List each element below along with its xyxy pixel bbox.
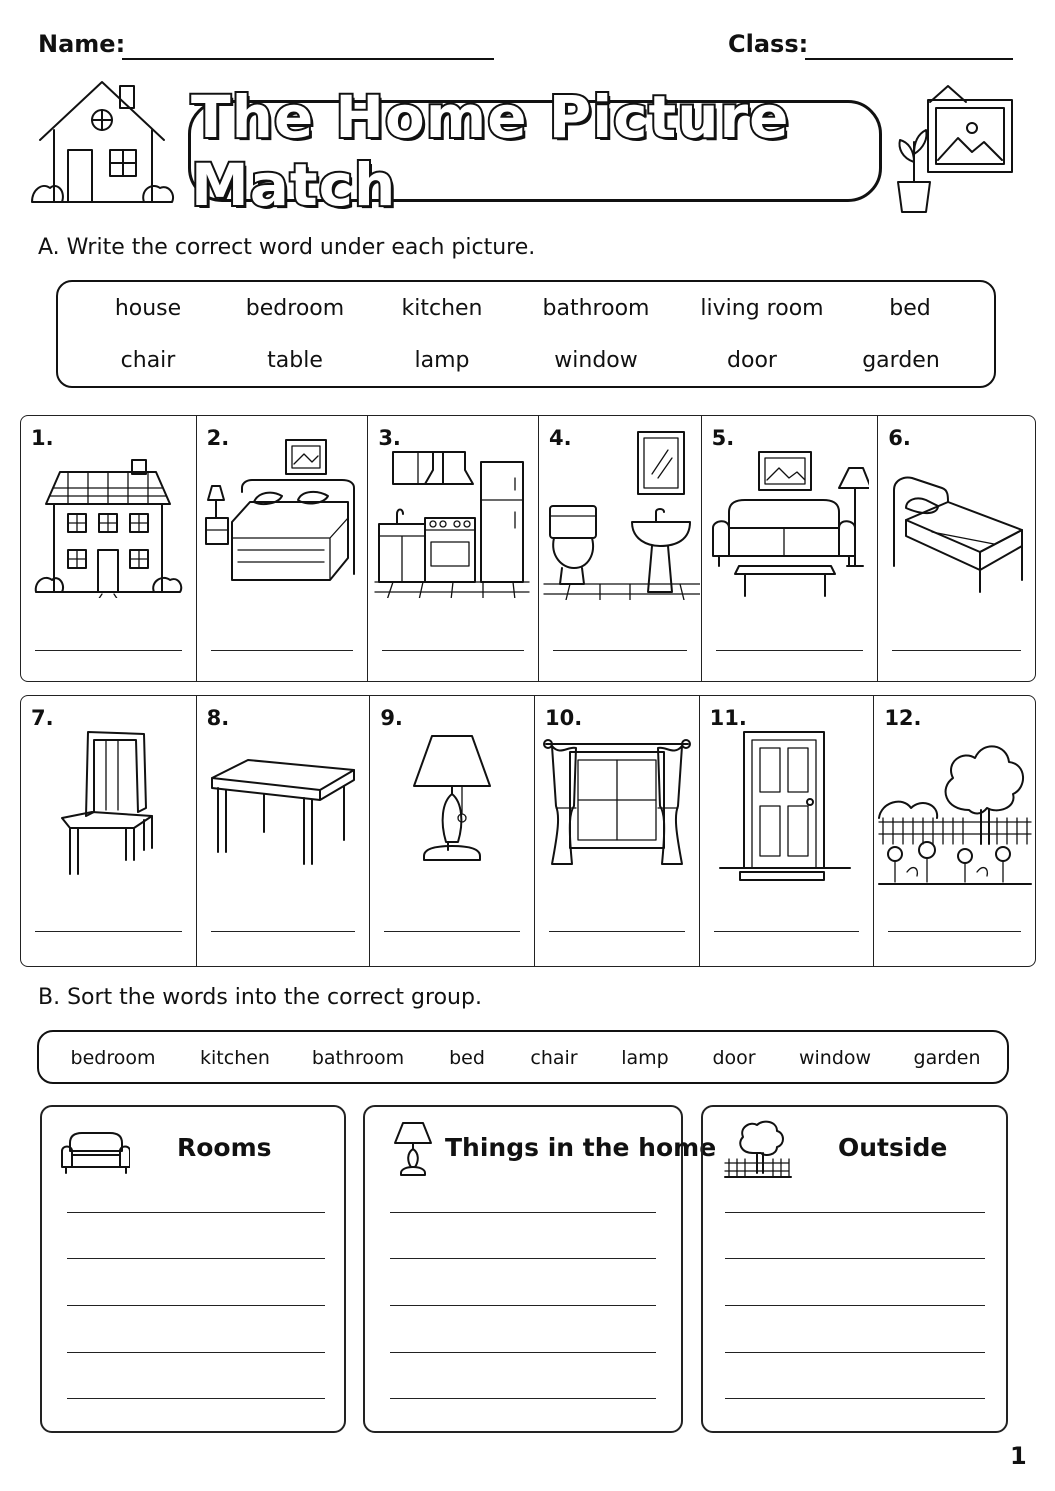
group-answer-line[interactable]: [725, 1212, 985, 1213]
group-title-rooms: Rooms: [177, 1133, 272, 1162]
group-answer-line[interactable]: [67, 1258, 325, 1259]
word-garden: garden: [862, 348, 940, 373]
picture-number: 8.: [206, 706, 230, 730]
answer-line[interactable]: [384, 931, 520, 932]
word-kitchen: kitchen: [200, 1047, 270, 1069]
word-chair: chair: [120, 348, 176, 373]
bathroom-icon: [540, 430, 700, 600]
sort-box-things: [363, 1105, 717, 1433]
picture-number: 6.: [888, 426, 911, 450]
picture-number: 7.: [31, 706, 54, 730]
picture-row-1: [20, 415, 1036, 682]
class-label: Class:: [728, 30, 809, 58]
group-answer-line[interactable]: [725, 1398, 985, 1399]
word-door: door: [712, 1047, 756, 1069]
word-garden: garden: [913, 1047, 981, 1069]
word-bedroom: bedroom: [245, 296, 345, 321]
picture-number: 12.: [884, 706, 922, 730]
group-title-things-in-the-home: Things in the home: [445, 1133, 717, 1162]
answer-line[interactable]: [549, 931, 685, 932]
lamp-icon: [402, 732, 502, 872]
title-banner: [188, 83, 882, 219]
section-a-heading: A. Write the correct word under each picture.: [38, 235, 536, 260]
tree-icon: [723, 1119, 793, 1181]
answer-line[interactable]: [714, 931, 860, 932]
picture-cell-7: [21, 696, 197, 966]
lamp-icon: [393, 1119, 433, 1179]
word-door: door: [727, 348, 777, 373]
answer-line[interactable]: [35, 931, 182, 932]
page-number: 1: [1010, 1442, 1027, 1470]
picture-number: 11.: [709, 706, 747, 730]
picture-cell-12: [874, 696, 1035, 966]
word-bed: bed: [449, 1047, 485, 1069]
armchair-icon: [60, 1127, 130, 1177]
group-answer-line[interactable]: [390, 1212, 656, 1213]
word-kitchen: kitchen: [401, 296, 483, 321]
group-answer-line[interactable]: [725, 1305, 985, 1306]
house-icon: [28, 78, 178, 208]
living-room-icon: [709, 438, 869, 608]
word-living-room: living room: [700, 296, 824, 321]
word-bathroom: bathroom: [542, 296, 650, 321]
plant-and-frame-icon: [888, 82, 1018, 216]
group-answer-line[interactable]: [390, 1352, 656, 1353]
bed-icon: [882, 460, 1032, 600]
door-icon: [716, 726, 856, 886]
picture-cell-9: [370, 696, 535, 966]
group-answer-line[interactable]: [725, 1258, 985, 1259]
picture-number: 2.: [206, 426, 230, 450]
picture-cell-8: [197, 696, 371, 966]
word-window: window: [554, 348, 638, 373]
picture-cell-10: [535, 696, 700, 966]
picture-number: 10.: [544, 706, 583, 730]
picture-number: 5.: [711, 426, 735, 450]
group-answer-line[interactable]: [390, 1258, 656, 1259]
sort-box-outside: [701, 1105, 1008, 1433]
garden-icon: [877, 732, 1033, 892]
word-bedroom: bedroom: [70, 1047, 156, 1069]
word-bank-a: [56, 280, 996, 388]
answer-line[interactable]: [553, 650, 687, 651]
word-table: table: [267, 348, 323, 373]
page-title: The Home Picture Match: [191, 83, 790, 219]
answer-line[interactable]: [888, 931, 1021, 932]
group-answer-line[interactable]: [67, 1212, 325, 1213]
word-house: house: [114, 296, 182, 321]
picture-cell-11: [700, 696, 875, 966]
answer-line[interactable]: [892, 650, 1021, 651]
group-answer-line[interactable]: [67, 1352, 325, 1353]
group-answer-line[interactable]: [390, 1398, 656, 1399]
window-icon: [542, 736, 692, 876]
table-icon: [208, 756, 358, 866]
name-label: Name:: [38, 30, 126, 58]
picture-cell-6: [878, 416, 1035, 681]
house-icon: [28, 438, 188, 598]
picture-number: 3.: [378, 426, 401, 450]
word-chair: chair: [530, 1047, 578, 1069]
class-field[interactable]: [805, 58, 1013, 60]
picture-cell-3: [368, 416, 539, 681]
group-answer-line[interactable]: [67, 1305, 325, 1306]
word-window: window: [798, 1047, 872, 1069]
group-answer-line[interactable]: [67, 1398, 325, 1399]
picture-number: 1.: [31, 426, 54, 450]
group-answer-line[interactable]: [390, 1305, 656, 1306]
picture-cell-5: [702, 416, 879, 681]
word-bathroom: bathroom: [311, 1047, 405, 1069]
picture-number: 4.: [548, 426, 572, 450]
bedroom-icon: [202, 438, 362, 598]
section-b-heading: B. Sort the words into the correct group.: [38, 985, 482, 1010]
group-title-outside: Outside: [838, 1133, 948, 1162]
answer-line[interactable]: [716, 650, 864, 651]
group-answer-line[interactable]: [725, 1352, 985, 1353]
answer-line[interactable]: [382, 650, 524, 651]
name-field[interactable]: [122, 58, 494, 60]
word-bank-b: [37, 1030, 1009, 1084]
word-bed: bed: [889, 296, 931, 321]
picture-row-2: [20, 695, 1036, 967]
chair-icon: [48, 728, 168, 878]
picture-cell-1: [21, 416, 197, 681]
sort-box-rooms: [40, 1105, 346, 1433]
answer-line[interactable]: [211, 650, 354, 651]
word-lamp: lamp: [621, 1047, 669, 1069]
picture-cell-4: [539, 416, 702, 681]
answer-line[interactable]: [211, 931, 356, 932]
answer-line[interactable]: [35, 650, 182, 651]
kitchen-icon: [373, 438, 533, 598]
word-lamp: lamp: [414, 348, 470, 373]
picture-number: 9.: [380, 706, 403, 730]
picture-cell-2: [197, 416, 369, 681]
